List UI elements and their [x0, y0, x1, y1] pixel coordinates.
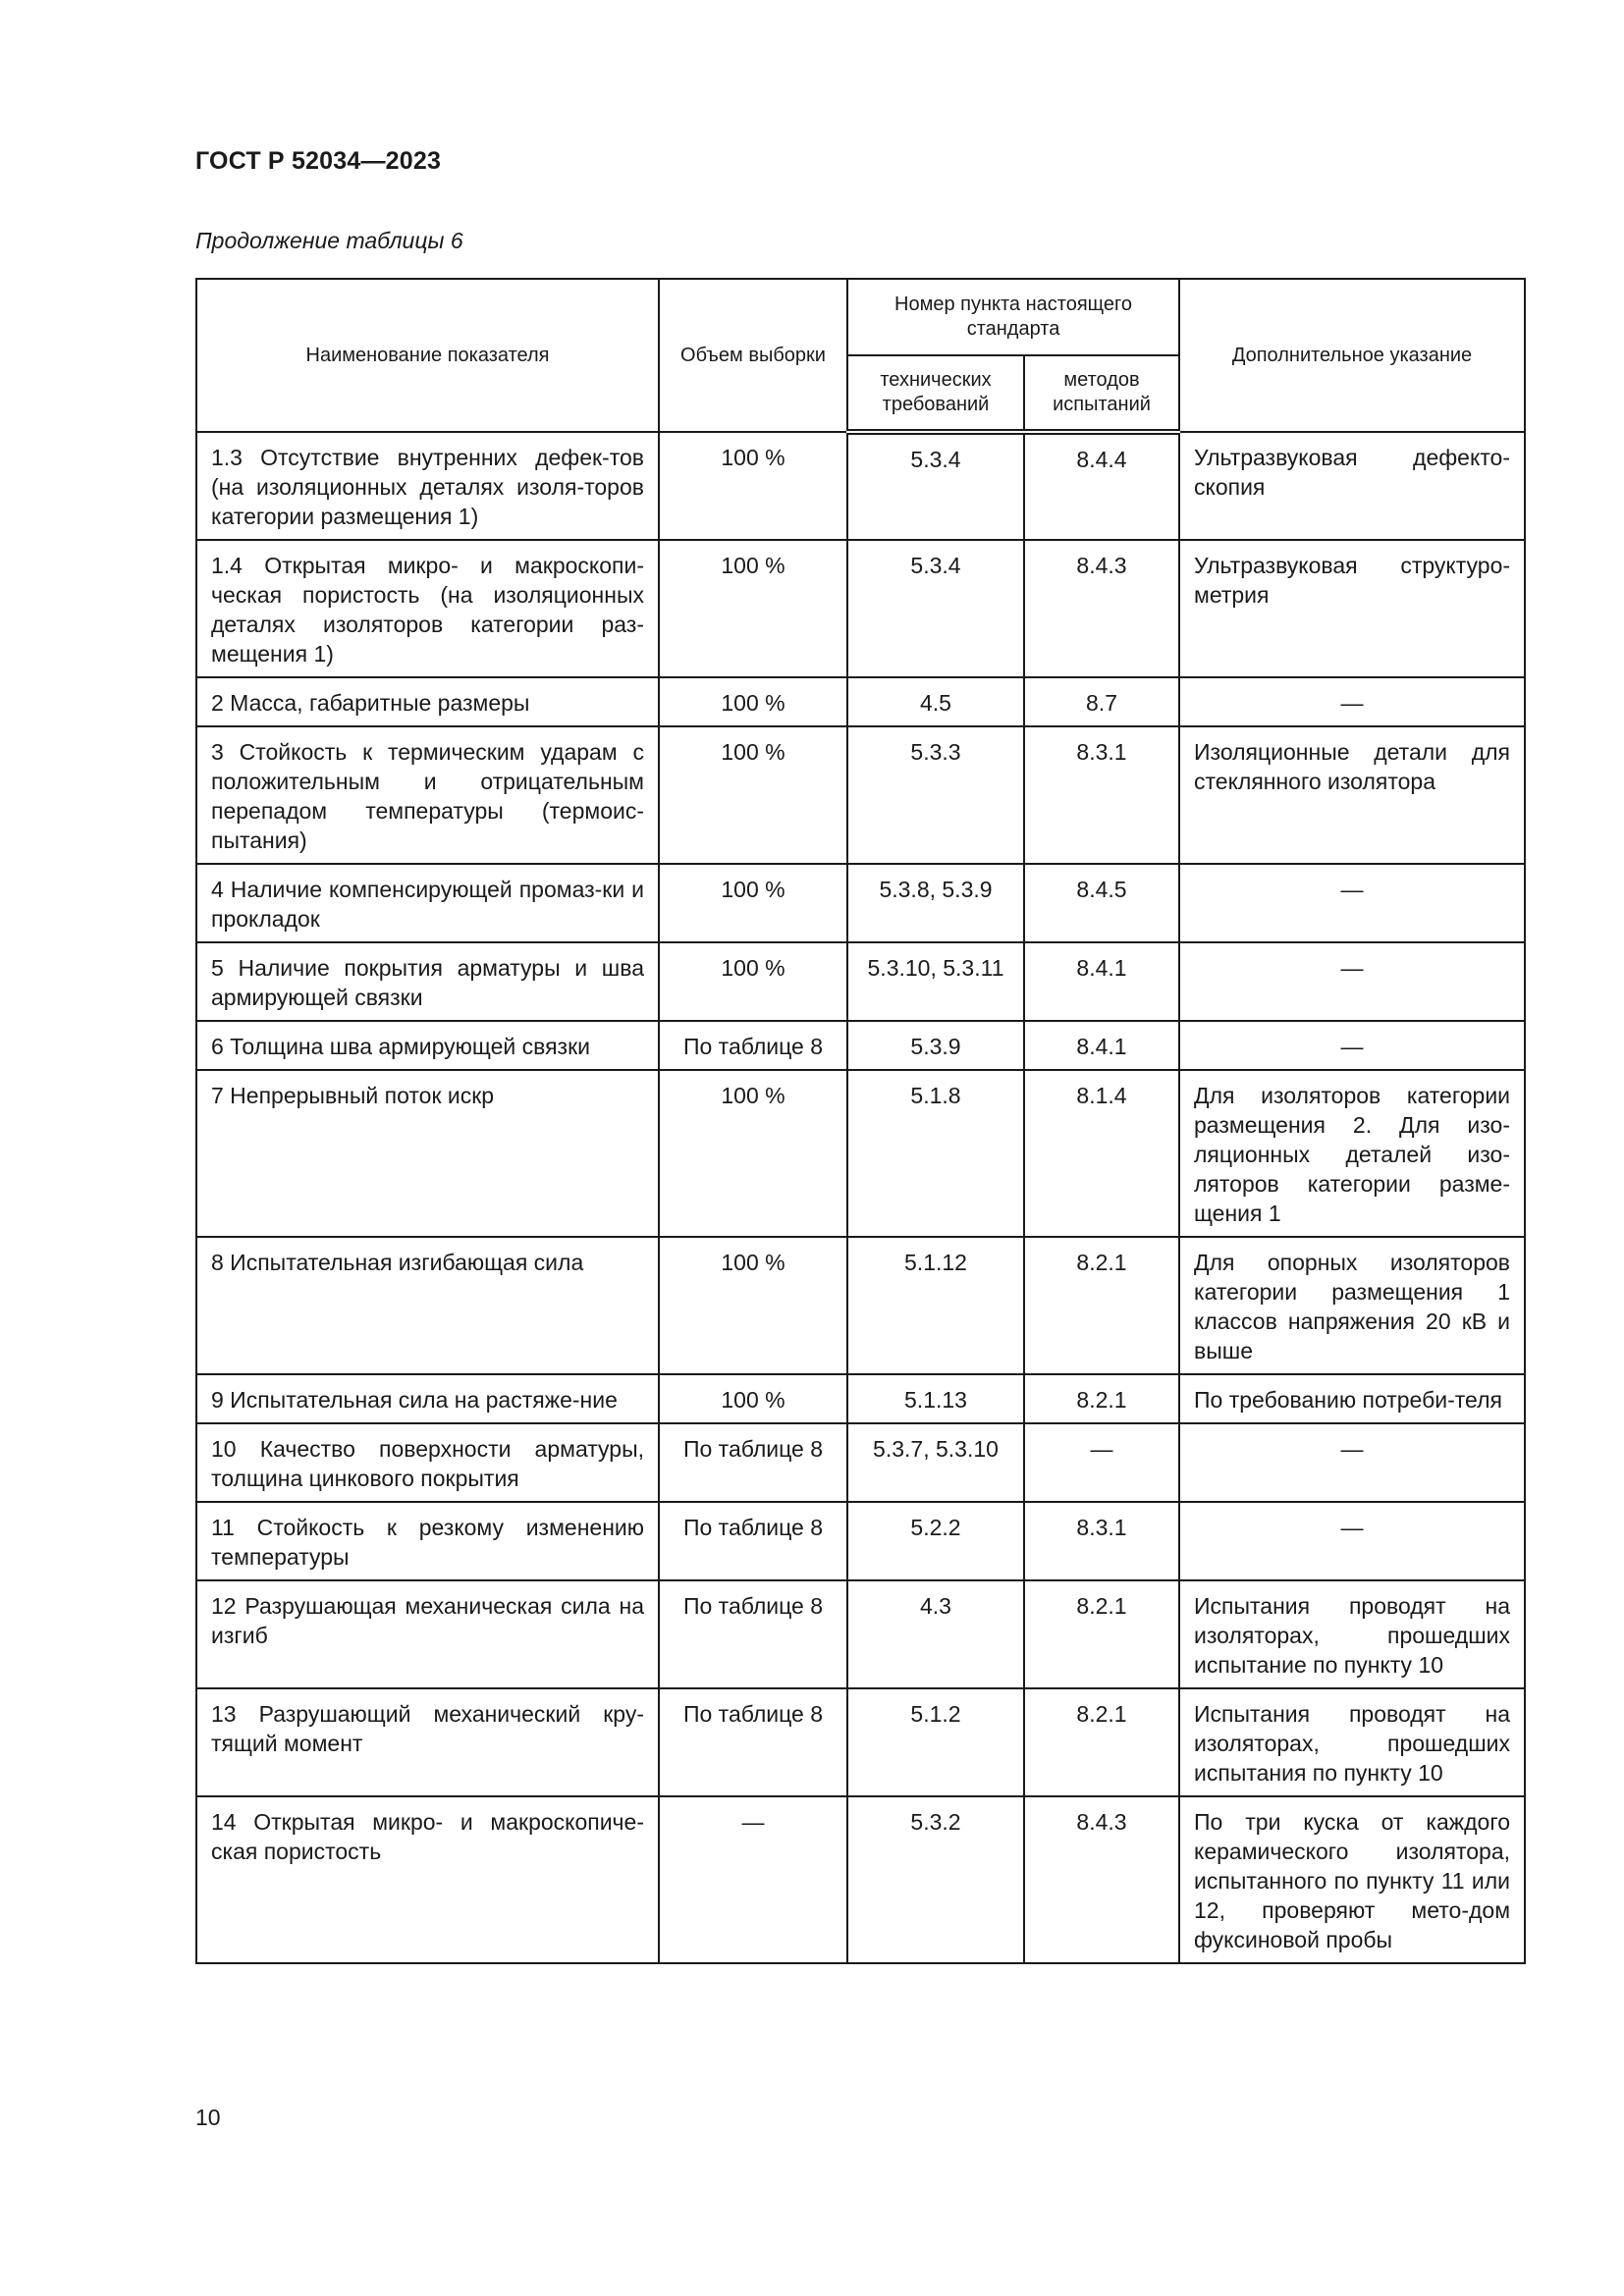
row-sample: 100 %: [659, 540, 847, 677]
row-note: По требованию потреби-теля: [1179, 1374, 1525, 1423]
row-note: Для изоляторов категории размещения 2. Для изо-ляционных деталей изо-ляторов категории разме-щения 1: [1179, 1070, 1525, 1237]
row-test-method: 8.7: [1024, 677, 1179, 726]
header-test-methods: методов испытаний: [1024, 355, 1179, 432]
row-sample: По таблице 8: [659, 1423, 847, 1502]
row-tech-req: 5.3.3: [847, 726, 1024, 864]
row-sample: —: [659, 1796, 847, 1963]
row-note: —: [1179, 677, 1525, 726]
row-name: 11 Стойкость к резкому изменению температуры: [196, 1502, 659, 1580]
row-sample: 100 %: [659, 864, 847, 942]
page-number: 10: [195, 2105, 221, 2130]
row-tech-req: 5.3.8, 5.3.9: [847, 864, 1024, 942]
row-sample: 100 %: [659, 726, 847, 864]
row-sample: 100 %: [659, 1374, 847, 1423]
row-test-method: 8.4.5: [1024, 864, 1179, 942]
table-row: [196, 1021, 1525, 1070]
row-sample: 100 %: [659, 1070, 847, 1237]
row-note: —: [1179, 942, 1525, 1021]
row-name: 5 Наличие покрытия арматуры и шва армирующей связки: [196, 942, 659, 1021]
row-note: —: [1179, 1423, 1525, 1502]
row-test-method: 8.3.1: [1024, 726, 1179, 864]
indicators-table: [195, 278, 1526, 1964]
row-sample: По таблице 8: [659, 1502, 847, 1580]
header-note: Дополнительное указание: [1179, 279, 1525, 432]
row-note: Изоляционные детали для стеклянного изолятора: [1179, 726, 1525, 864]
table-row: [196, 1237, 1525, 1374]
row-tech-req: 5.3.4: [847, 432, 1024, 540]
table-caption: Продолжение таблицы 6: [195, 228, 463, 253]
table-row: [196, 540, 1525, 677]
row-note: Ультразвуковая дефекто-скопия: [1179, 432, 1525, 540]
row-test-method: 8.1.4: [1024, 1070, 1179, 1237]
row-note: Испытания проводят на изоляторах, прошедших испытание по пункту 10: [1179, 1580, 1525, 1688]
row-tech-req: 5.3.2: [847, 1796, 1024, 1963]
row-sample: 100 %: [659, 942, 847, 1021]
row-tech-req: 5.3.7, 5.3.10: [847, 1423, 1024, 1502]
row-note: —: [1179, 1502, 1525, 1580]
row-tech-req: 5.2.2: [847, 1502, 1024, 1580]
row-test-method: 8.2.1: [1024, 1580, 1179, 1688]
table-header: [196, 279, 1525, 432]
row-name: 2 Масса, габаритные размеры: [196, 677, 659, 726]
row-tech-req: 5.3.4: [847, 540, 1024, 677]
row-test-method: 8.2.1: [1024, 1237, 1179, 1374]
table-row: [196, 726, 1525, 864]
table-row: [196, 942, 1525, 1021]
header-clause-group: Номер пункта настоящего стандарта: [847, 279, 1179, 355]
row-test-method: 8.4.3: [1024, 1796, 1179, 1963]
row-test-method: —: [1024, 1423, 1179, 1502]
row-name: 13 Разрушающий механический кру-тящий момент: [196, 1688, 659, 1796]
row-name: 4 Наличие компенсирующей промаз-ки и прокладок: [196, 864, 659, 942]
table-row: [196, 1688, 1525, 1796]
row-tech-req: 5.3.9: [847, 1021, 1024, 1070]
header-sample: Объем выборки: [659, 279, 847, 432]
row-sample: 100 %: [659, 677, 847, 726]
table-row: [196, 864, 1525, 942]
document-header: ГОСТ Р 52034—2023: [195, 147, 442, 175]
row-note: —: [1179, 864, 1525, 942]
row-sample: 100 %: [659, 1237, 847, 1374]
row-test-method: 8.4.4: [1024, 432, 1179, 540]
row-note: Для опорных изоляторов категории размещения 1 классов напряжения 20 кВ и выше: [1179, 1237, 1525, 1374]
row-sample: По таблице 8: [659, 1688, 847, 1796]
row-name: 14 Открытая микро- и макроскопиче-ская пористость: [196, 1796, 659, 1963]
table-row: [196, 677, 1525, 726]
table-row: [196, 1796, 1525, 1963]
row-note: По три куска от каждого керамического изолятора, испытанного по пункту 11 или 12, проверяют мето-дом фуксиновой пробы: [1179, 1796, 1525, 1963]
row-tech-req: 5.3.10, 5.3.11: [847, 942, 1024, 1021]
row-tech-req: 4.3: [847, 1580, 1024, 1688]
table-row: [196, 1070, 1525, 1237]
row-sample: По таблице 8: [659, 1021, 847, 1070]
row-test-method: 8.2.1: [1024, 1374, 1179, 1423]
table-row: [196, 432, 1525, 540]
row-name: 3 Стойкость к термическим ударам с положительным и отрицательным перепадом температуры (термоис-пытания): [196, 726, 659, 864]
table-row: [196, 1374, 1525, 1423]
table-body: [196, 432, 1525, 1963]
row-tech-req: 4.5: [847, 677, 1024, 726]
row-name: 8 Испытательная изгибающая сила: [196, 1237, 659, 1374]
row-note: Испытания проводят на изоляторах, прошедших испытания по пункту 10: [1179, 1688, 1525, 1796]
row-name: 1.4 Открытая микро- и макроскопи-ческая пористость (на изоляционных деталях изоляторов категории раз-мещения 1): [196, 540, 659, 677]
row-name: 1.3 Отсутствие внутренних дефек-тов (на изоляционных деталях изоля-торов категории размещения 1): [196, 432, 659, 540]
row-name: 10 Качество поверхности арматуры, толщина цинкового покрытия: [196, 1423, 659, 1502]
row-test-method: 8.4.3: [1024, 540, 1179, 677]
row-note: —: [1179, 1021, 1525, 1070]
row-tech-req: 5.1.8: [847, 1070, 1024, 1237]
row-test-method: 8.4.1: [1024, 1021, 1179, 1070]
row-tech-req: 5.1.13: [847, 1374, 1024, 1423]
row-test-method: 8.3.1: [1024, 1502, 1179, 1580]
header-tech-req: технических требований: [847, 355, 1024, 432]
row-tech-req: 5.1.12: [847, 1237, 1024, 1374]
row-tech-req: 5.1.2: [847, 1688, 1024, 1796]
row-test-method: 8.2.1: [1024, 1688, 1179, 1796]
row-test-method: 8.4.1: [1024, 942, 1179, 1021]
table-row: [196, 1423, 1525, 1502]
row-name: 12 Разрушающая механическая сила на изгиб: [196, 1580, 659, 1688]
header-name: Наименование показателя: [196, 279, 659, 432]
row-name: 9 Испытательная сила на растяже-ние: [196, 1374, 659, 1423]
table-row: [196, 1580, 1525, 1688]
row-name: 7 Непрерывный поток искр: [196, 1070, 659, 1237]
table-row: [196, 1502, 1525, 1580]
row-sample: 100 %: [659, 432, 847, 540]
row-note: Ультразвуковая структуро-метрия: [1179, 540, 1525, 677]
row-name: 6 Толщина шва армирующей связки: [196, 1021, 659, 1070]
row-sample: По таблице 8: [659, 1580, 847, 1688]
